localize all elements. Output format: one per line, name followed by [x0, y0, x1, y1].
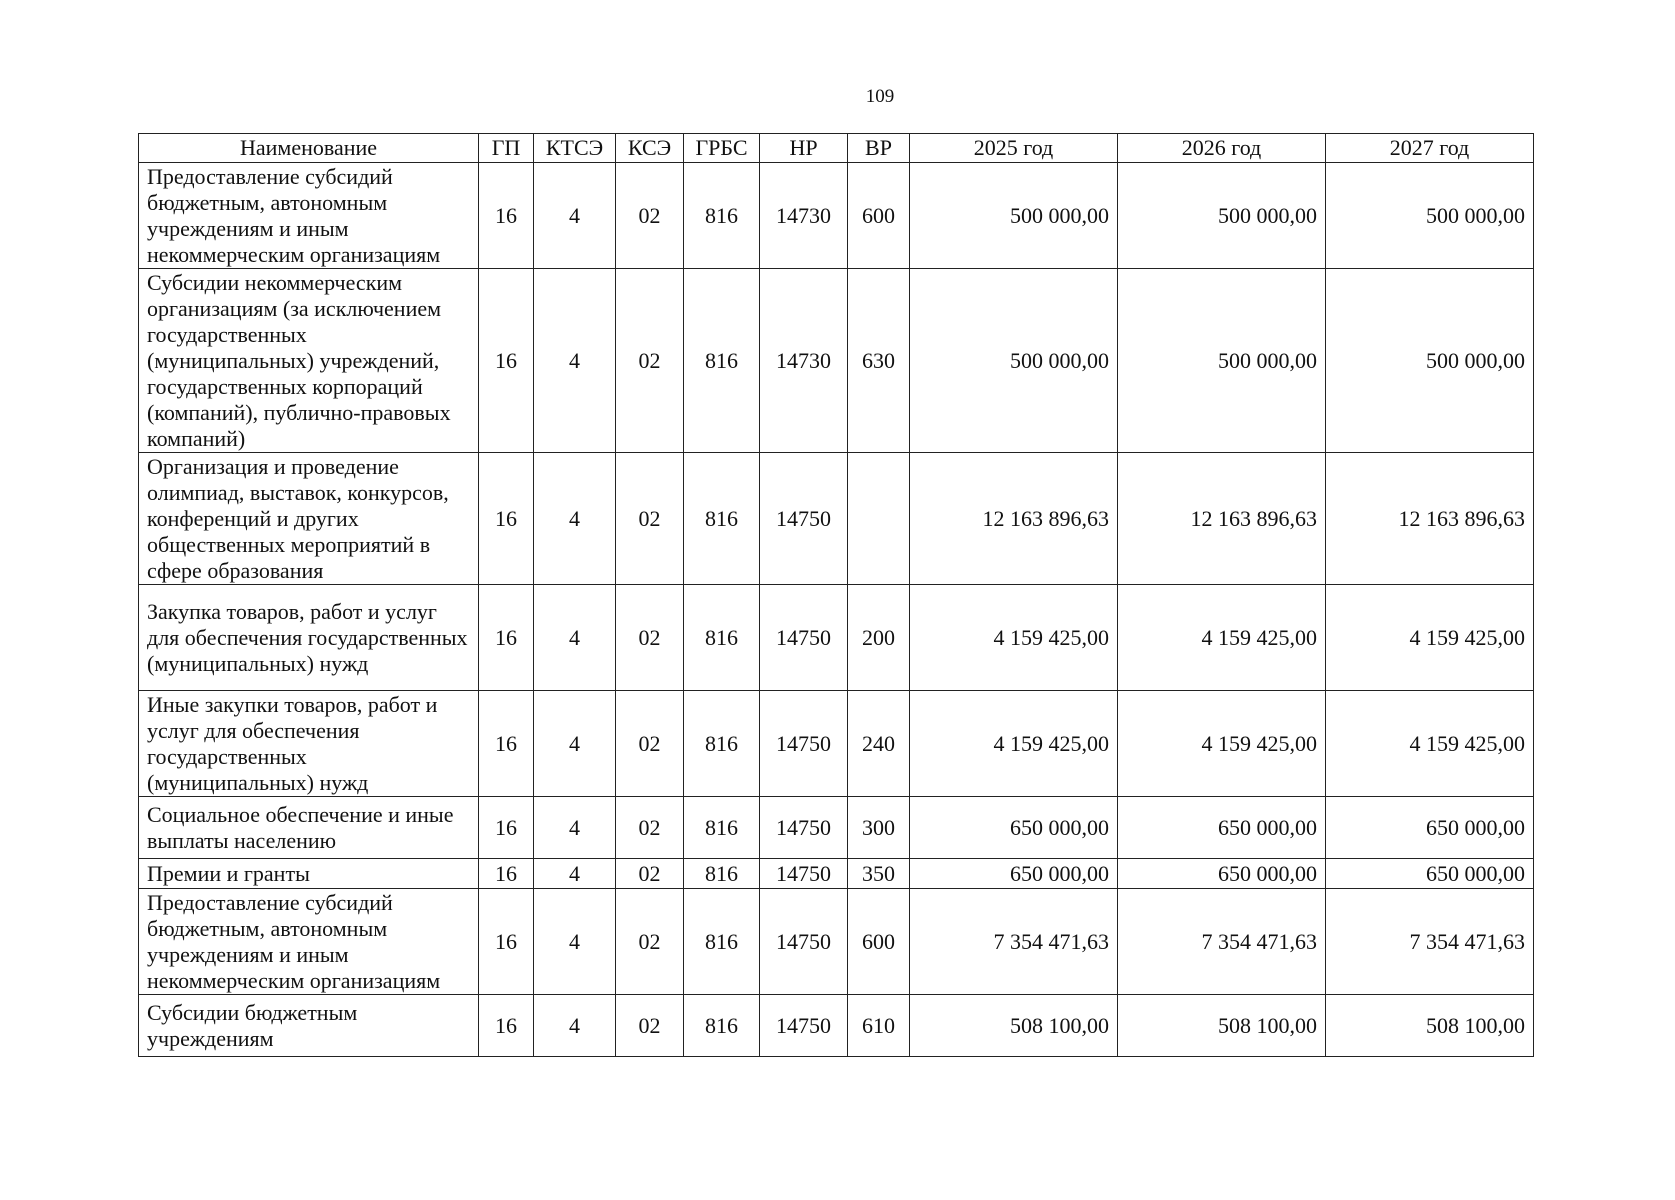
row-gp: 16	[479, 859, 534, 889]
row-name: Субсидии бюджетным учреждениям	[139, 995, 479, 1057]
row-nr: 14750	[760, 585, 848, 691]
row-ktse: 4	[534, 269, 616, 453]
row-kse: 02	[616, 585, 684, 691]
row-2027: 650 000,00	[1326, 859, 1534, 889]
row-kse: 02	[616, 995, 684, 1057]
row-2025: 500 000,00	[910, 163, 1118, 269]
row-kse: 02	[616, 859, 684, 889]
table-row	[139, 453, 1534, 585]
row-ktse: 4	[534, 797, 616, 859]
row-kse: 02	[616, 797, 684, 859]
row-nr: 14750	[760, 995, 848, 1057]
row-gp: 16	[479, 995, 534, 1057]
table-row	[139, 585, 1534, 691]
row-2026: 650 000,00	[1118, 797, 1326, 859]
table-row	[139, 889, 1534, 995]
row-nr: 14750	[760, 889, 848, 995]
row-kse: 02	[616, 269, 684, 453]
row-kse: 02	[616, 453, 684, 585]
row-kse: 02	[616, 889, 684, 995]
page-number: 109	[865, 86, 895, 107]
row-vr: 200	[848, 585, 910, 691]
row-2027: 500 000,00	[1326, 163, 1534, 269]
row-grbs: 816	[684, 859, 760, 889]
row-name: Иные закупки товаров, работ и услуг для обеспечения государственных (муниципальных) нужд	[139, 691, 479, 797]
table-row	[139, 163, 1534, 269]
row-gp: 16	[479, 453, 534, 585]
row-2026: 4 159 425,00	[1118, 691, 1326, 797]
row-grbs: 816	[684, 889, 760, 995]
row-2026: 4 159 425,00	[1118, 585, 1326, 691]
header-row	[139, 134, 1534, 163]
row-name: Закупка товаров, работ и услуг для обеспечения государственных (муниципальных) нужд	[139, 585, 479, 691]
header-2026: 2026 год	[1118, 134, 1326, 163]
row-2027: 7 354 471,63	[1326, 889, 1534, 995]
row-grbs: 816	[684, 269, 760, 453]
row-gp: 16	[479, 585, 534, 691]
header-ktse: КТСЭ	[534, 134, 616, 163]
row-2027: 12 163 896,63	[1326, 453, 1534, 585]
row-name: Предоставление субсидий бюджетным, автономным учреждениям и иным некоммерческим организациям	[139, 889, 479, 995]
header-2025: 2025 год	[910, 134, 1118, 163]
row-name: Субсидии некоммерческим организациям (за исключением государственных (муниципальных) учреждений, государственных корпораций (компаний), публично-правовых компаний)	[139, 269, 479, 453]
row-vr: 610	[848, 995, 910, 1057]
table-row	[139, 797, 1534, 859]
row-2025: 12 163 896,63	[910, 453, 1118, 585]
row-kse: 02	[616, 163, 684, 269]
row-grbs: 816	[684, 691, 760, 797]
row-grbs: 816	[684, 585, 760, 691]
row-ktse: 4	[534, 889, 616, 995]
header-grbs: ГРБС	[684, 134, 760, 163]
row-grbs: 816	[684, 163, 760, 269]
row-2026: 650 000,00	[1118, 859, 1326, 889]
row-vr: 630	[848, 269, 910, 453]
row-vr: 240	[848, 691, 910, 797]
row-ktse: 4	[534, 995, 616, 1057]
header-kse: КСЭ	[616, 134, 684, 163]
row-vr: 300	[848, 797, 910, 859]
row-gp: 16	[479, 889, 534, 995]
row-gp: 16	[479, 797, 534, 859]
row-ktse: 4	[534, 163, 616, 269]
row-grbs: 816	[684, 453, 760, 585]
row-2025: 500 000,00	[910, 269, 1118, 453]
row-ktse: 4	[534, 453, 616, 585]
row-nr: 14750	[760, 691, 848, 797]
row-gp: 16	[479, 691, 534, 797]
row-2027: 4 159 425,00	[1326, 691, 1534, 797]
header-nr: НР	[760, 134, 848, 163]
row-name: Социальное обеспечение и иные выплаты населению	[139, 797, 479, 859]
row-2027: 508 100,00	[1326, 995, 1534, 1057]
row-2025: 4 159 425,00	[910, 691, 1118, 797]
row-grbs: 816	[684, 995, 760, 1057]
row-kse: 02	[616, 691, 684, 797]
row-nr: 14750	[760, 453, 848, 585]
row-2026: 12 163 896,63	[1118, 453, 1326, 585]
row-2025: 508 100,00	[910, 995, 1118, 1057]
row-2025: 650 000,00	[910, 797, 1118, 859]
table-row	[139, 691, 1534, 797]
budget-table	[138, 133, 1534, 1057]
row-2026: 508 100,00	[1118, 995, 1326, 1057]
row-2026: 500 000,00	[1118, 163, 1326, 269]
header-name: Наименование	[139, 134, 479, 163]
row-2026: 7 354 471,63	[1118, 889, 1326, 995]
row-name: Организация и проведение олимпиад, выставок, конкурсов, конференций и других общественных мероприятий в сфере образования	[139, 453, 479, 585]
row-name: Премии и гранты	[139, 859, 479, 889]
header-2027: 2027 год	[1326, 134, 1534, 163]
row-2025: 7 354 471,63	[910, 889, 1118, 995]
row-grbs: 816	[684, 797, 760, 859]
row-2027: 500 000,00	[1326, 269, 1534, 453]
table-row	[139, 995, 1534, 1057]
row-nr: 14750	[760, 797, 848, 859]
row-2027: 4 159 425,00	[1326, 585, 1534, 691]
row-ktse: 4	[534, 859, 616, 889]
row-ktse: 4	[534, 691, 616, 797]
row-vr: 600	[848, 163, 910, 269]
table-row	[139, 269, 1534, 453]
row-vr: 350	[848, 859, 910, 889]
row-ktse: 4	[534, 585, 616, 691]
row-vr: 600	[848, 889, 910, 995]
row-2027: 650 000,00	[1326, 797, 1534, 859]
row-name: Предоставление субсидий бюджетным, автономным учреждениям и иным некоммерческим организациям	[139, 163, 479, 269]
row-gp: 16	[479, 163, 534, 269]
row-2026: 500 000,00	[1118, 269, 1326, 453]
row-gp: 16	[479, 269, 534, 453]
table-row	[139, 859, 1534, 889]
row-vr	[848, 453, 910, 585]
row-nr: 14730	[760, 269, 848, 453]
row-2025: 4 159 425,00	[910, 585, 1118, 691]
row-nr: 14750	[760, 859, 848, 889]
header-gp: ГП	[479, 134, 534, 163]
row-2025: 650 000,00	[910, 859, 1118, 889]
header-vr: ВР	[848, 134, 910, 163]
row-nr: 14730	[760, 163, 848, 269]
